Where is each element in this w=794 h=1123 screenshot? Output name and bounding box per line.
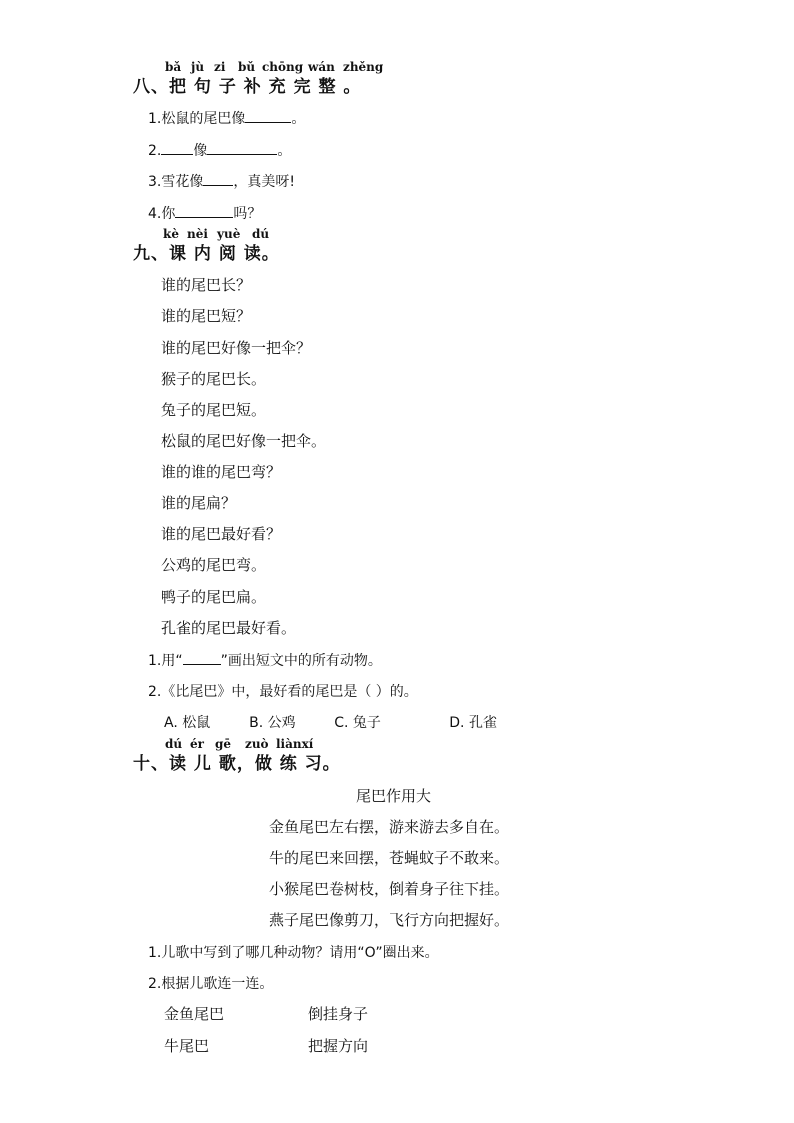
answer-blank[interactable] <box>245 110 291 123</box>
s8-item-4-text: 4.你 <box>148 206 176 222</box>
option-a[interactable]: A. 松鼠 <box>164 715 211 731</box>
option-b[interactable]: B. 公鸡 <box>249 715 296 731</box>
passage-line: 鸭子的尾巴扁。 <box>161 588 267 606</box>
passage-line: 谁的谁的尾巴弯？ <box>161 463 282 481</box>
s8-item-1-text: 1.松鼠的尾巴像 <box>148 111 246 127</box>
poem-line: 燕子尾巴像剪刀，飞行方向把握好。 <box>269 911 510 929</box>
poem-line: 金鱼尾巴左右摆，游来游去多自在。 <box>269 818 510 836</box>
pinyin-yue: yuè <box>217 227 241 241</box>
s9-question-1 <box>148 650 382 670</box>
s8-item-2-end: 。 <box>277 143 292 159</box>
s9-q1-end: ”画出短文中的所有动物。 <box>220 653 382 669</box>
passage-line: 猴子的尾巴长。 <box>161 370 267 388</box>
passage-line: 谁的尾巴短？ <box>161 307 252 325</box>
answer-blank[interactable] <box>203 173 233 186</box>
s8-item-2 <box>148 140 291 160</box>
pinyin-zuo: zuò <box>245 737 269 751</box>
pinyin-du: dú <box>165 737 183 751</box>
pinyin-nei: nèi <box>187 227 208 241</box>
answer-blank[interactable] <box>175 205 233 218</box>
s9-q1-text: 1.用“ <box>148 653 183 669</box>
s8-item-1-end: 。 <box>291 111 306 127</box>
s8-item-3-end: ，真美呀! <box>233 174 295 190</box>
match-right-item[interactable]: 倒挂身子 <box>308 1005 369 1023</box>
pinyin-bu: bǔ <box>238 60 256 74</box>
s10-question-2: 2.根据儿歌连一连。 <box>148 976 274 992</box>
pinyin-ke: kè <box>163 227 179 241</box>
section-10-heading: 十、读 儿 歌，做 练 习。 <box>133 754 341 774</box>
match-left-item[interactable]: 牛尾巴 <box>164 1037 210 1055</box>
poem-line: 牛的尾巴来回摆，苍蝇蚊子不敢来。 <box>269 849 510 867</box>
poem-line: 小猴尾巴卷树枝，倒着身子往下挂。 <box>269 880 510 898</box>
pinyin-ba: bǎ <box>165 60 182 74</box>
option-d[interactable]: D. 孔雀 <box>449 715 497 731</box>
passage-line: 谁的尾巴好像一把伞？ <box>161 339 312 357</box>
passage-line: 兔子的尾巴短。 <box>161 401 267 419</box>
passage-line: 孔雀的尾巴最好看。 <box>161 619 297 637</box>
pinyin-chong: chōng <box>262 60 304 74</box>
poem-title: 尾巴作用大 <box>356 787 432 805</box>
passage-line: 谁的尾巴最好看？ <box>161 525 282 543</box>
s8-item-4 <box>148 203 261 223</box>
pinyin-du: dú <box>252 227 270 241</box>
underline-sample <box>183 652 221 665</box>
match-right-item[interactable]: 把握方向 <box>308 1037 369 1055</box>
s10-question-1: 1.儿歌中写到了哪几种动物？请用“O”圈出来。 <box>148 945 439 961</box>
pinyin-zheng: zhěng <box>343 60 384 74</box>
pinyin-ju: jù <box>191 60 205 74</box>
passage-line: 谁的尾巴长？ <box>161 276 252 294</box>
pinyin-lianxi: liànxí <box>276 737 314 751</box>
s8-item-4-end: 吗？ <box>233 206 262 222</box>
pinyin-wan: wán <box>308 60 335 74</box>
s8-item-1 <box>148 108 305 128</box>
pinyin-zi: zi <box>214 60 226 74</box>
pinyin-ge: gē <box>215 737 232 751</box>
section-8-heading: 八、把 句 子 补 充 完 整 。 <box>133 77 362 97</box>
pinyin-er: ér <box>190 737 204 751</box>
s8-item-3-text: 3.雪花像 <box>148 174 204 190</box>
section-9-heading: 九、课 内 阅 读。 <box>133 244 280 264</box>
s9-options <box>164 712 529 732</box>
option-c[interactable]: C. 兔子 <box>334 715 381 731</box>
passage-line: 谁的尾扁？ <box>161 494 237 512</box>
match-left-item[interactable]: 金鱼尾巴 <box>164 1005 225 1023</box>
s8-item-2-num: 2. <box>148 143 162 159</box>
s9-question-2: 2.《比尾巴》中，最好看的尾巴是（ ）的。 <box>148 684 418 700</box>
s8-item-2-mid: 像 <box>193 143 208 159</box>
s8-item-3 <box>148 171 295 191</box>
answer-blank[interactable] <box>161 142 193 155</box>
answer-blank[interactable] <box>207 142 277 155</box>
passage-line: 公鸡的尾巴弯。 <box>161 556 267 574</box>
passage-line: 松鼠的尾巴好像一把伞。 <box>161 432 327 450</box>
